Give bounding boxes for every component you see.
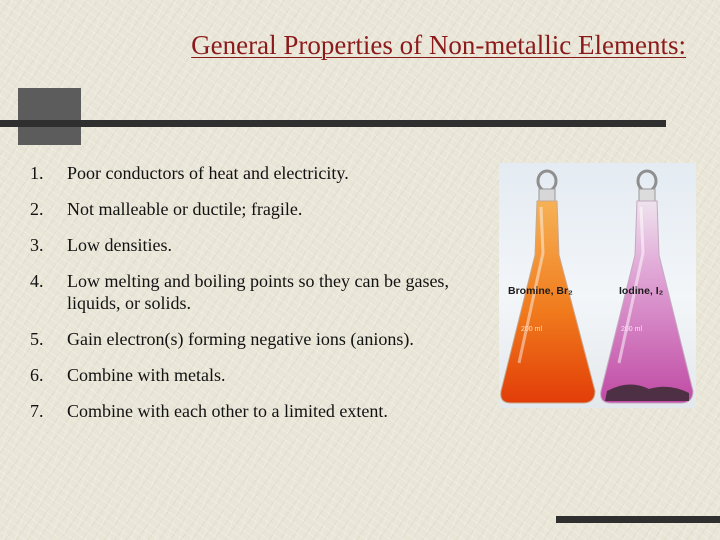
list-item (30, 364, 475, 386)
list-item (30, 400, 475, 422)
iodine-volume-mark: 200 ml (621, 326, 643, 333)
item-text: Low melting and boiling points so they can be gases, liquids, or solids. (67, 271, 449, 313)
item-text: Combine with metals. (67, 365, 226, 385)
item-text: Not malleable or ductile; fragile. (67, 199, 303, 219)
item-number: 7. (30, 401, 44, 421)
item-number: 2. (30, 199, 44, 219)
list-item (30, 162, 475, 184)
item-number: 3. (30, 235, 44, 255)
item-number: 1. (30, 163, 44, 183)
flasks-photo (499, 163, 696, 408)
item-number: 5. (30, 329, 44, 349)
title-divider-bar (0, 120, 666, 127)
bromine-volume-mark: 200 ml (521, 326, 543, 333)
item-text: Combine with each other to a limited extent. (67, 401, 388, 421)
list-item (30, 328, 475, 350)
item-text: Poor conductors of heat and electricity. (67, 163, 349, 183)
bromine-label: Bromine, Br₂ (508, 285, 573, 297)
item-number: 6. (30, 365, 44, 385)
list-item (30, 270, 475, 314)
list-item (30, 198, 475, 220)
item-text: Low densities. (67, 235, 172, 255)
slide-title: General Properties of Non-metallic Elements: (191, 30, 686, 60)
decorative-accent-block (18, 88, 81, 145)
iodine-label: Iodine, I₂ (619, 285, 664, 297)
item-text: Gain electron(s) forming negative ions (anions). (67, 329, 414, 349)
properties-list (30, 162, 475, 436)
item-number: 4. (30, 271, 44, 291)
bottom-accent-bar (556, 516, 720, 523)
list-item (30, 234, 475, 256)
